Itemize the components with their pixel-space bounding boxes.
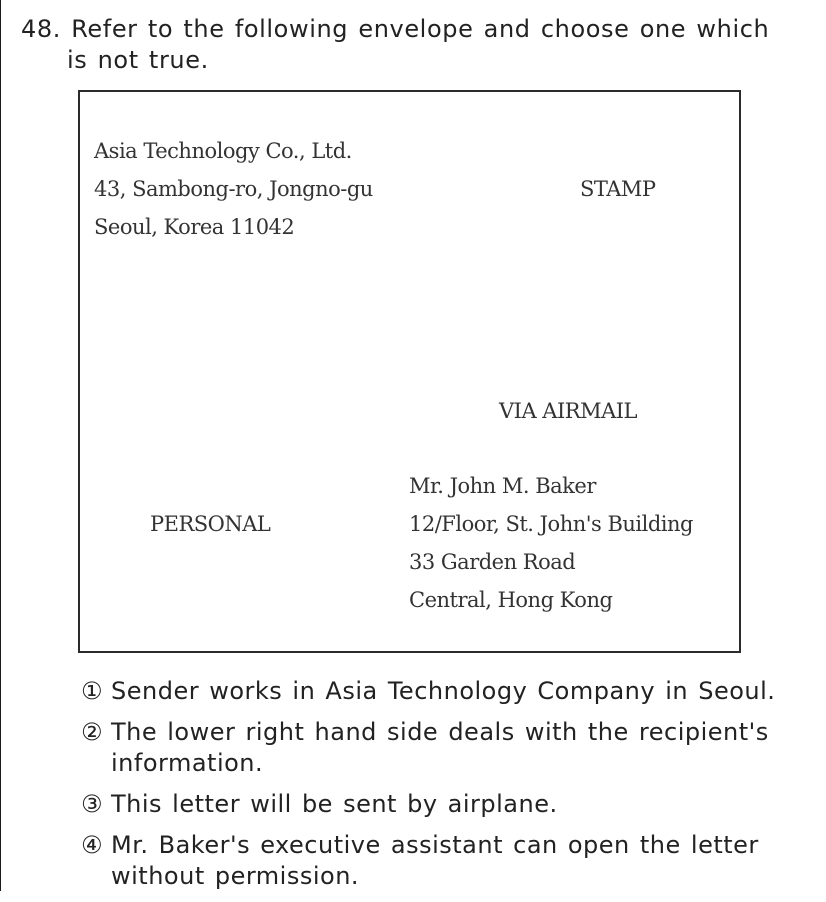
- recipient-address: [409, 467, 693, 619]
- envelope: [78, 90, 741, 653]
- option-text: Mr. Baker's executive assistant can open the letter without permission.: [111, 831, 759, 890]
- option-marker: ④: [81, 831, 104, 859]
- airmail-label: VIA AIRMAIL: [499, 399, 637, 423]
- question-text-line-1: Refer to the following envelope and choose one which: [71, 15, 770, 43]
- sender-address: [94, 132, 373, 246]
- option-4[interactable]: [81, 830, 821, 892]
- answer-options: [81, 676, 821, 902]
- option-1[interactable]: [81, 676, 821, 707]
- option-marker: ②: [81, 718, 104, 746]
- question-stem: [21, 14, 781, 76]
- recipient-city: Central, Hong Kong: [409, 588, 613, 612]
- option-3[interactable]: [81, 789, 821, 820]
- option-marker: ③: [81, 790, 104, 818]
- option-2[interactable]: [81, 717, 821, 779]
- sender-city: Seoul, Korea 11042: [94, 215, 295, 239]
- recipient-floor: 12/Floor, St. John's Building: [409, 512, 693, 536]
- option-marker: ①: [81, 677, 104, 705]
- option-text: This letter will be sent by airplane.: [111, 790, 558, 818]
- option-text: Sender works in Asia Technology Company in Seoul.: [111, 677, 776, 705]
- question-text-line-2: is not true.: [67, 46, 209, 74]
- sender-street: 43, Sambong-ro, Jongno-gu: [94, 177, 373, 201]
- question-number: 48.: [21, 15, 61, 43]
- stamp-label: STAMP: [580, 177, 656, 201]
- option-text: The lower right hand side deals with the recipient's information.: [111, 718, 769, 777]
- recipient-name: Mr. John M. Baker: [409, 474, 596, 498]
- personal-label: PERSONAL: [150, 512, 271, 536]
- sender-company: Asia Technology Co., Ltd.: [94, 139, 352, 163]
- recipient-street: 33 Garden Road: [409, 550, 576, 574]
- question-line-1: [21, 14, 781, 45]
